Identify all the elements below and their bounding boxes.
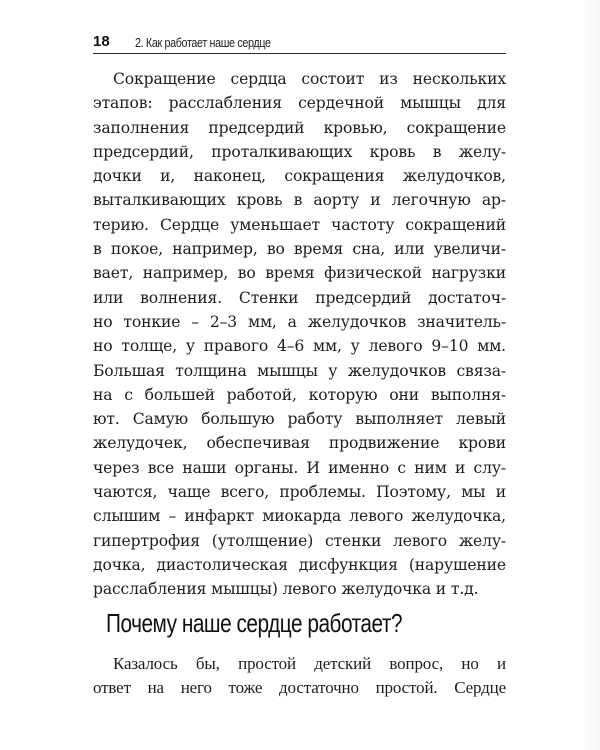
running-header [93, 33, 506, 54]
text-line: заполнения предсердий кровью, сокращение [93, 118, 506, 137]
body-paragraph-2 [93, 652, 506, 701]
text-line: расслабления мышцы) левого желудочка и т.д. [93, 580, 479, 599]
text-line: чаются, чаще всего, проблемы. Поэтому, мы и [93, 483, 506, 502]
text-line: желудочек, обеспечивая продвижение крови [93, 434, 506, 453]
text-line: предсердий, проталкивающих кровь в желу- [93, 142, 506, 161]
body-paragraph-1 [93, 67, 506, 602]
text-line: ответ на него тоже достаточно простой. Сердце [93, 678, 506, 698]
text-line: слышим – инфаркт миокарда левого желудочка, [93, 507, 506, 526]
running-title: 2. Как работает наше сердце [135, 36, 271, 50]
text-line: в покое, например, во время сна, или увеличи- [93, 240, 506, 259]
text-line: вает, например, во время физической нагрузки [93, 264, 506, 283]
section-heading: Почему наше сердце работает? [106, 608, 403, 638]
text-line: выталкивающих кровь в аорту и легочную ар- [93, 191, 506, 210]
text-line: через все наши органы. И именно с ним и слу- [93, 458, 506, 477]
text-line: этапов: расслабления сердечной мышцы для [93, 94, 506, 113]
text-line: на с большей работой, которую они выполня- [93, 385, 506, 404]
text-line: Большая толщина мышцы у желудочков связа- [93, 361, 506, 380]
page-number: 18 [93, 33, 110, 50]
page-edge-shading [580, 0, 600, 750]
text-line: Казалось бы, простой детский вопрос, но и [113, 654, 506, 673]
text-line: Сокращение сердца состоит из нескольких [113, 70, 506, 88]
text-line: дочки и, наконец, сокращения желудочков, [93, 167, 506, 186]
text-line: но толще, у правого 4–6 мм, у левого 9–10 мм. [93, 337, 506, 356]
text-line: ют. Самую большую работу выполняет левый [93, 410, 506, 429]
text-line: но тонкие – 2–3 мм, а желудочков значитель- [93, 312, 506, 331]
text-line: гипертрофия (утолщение) стенки левого желу- [93, 531, 506, 550]
text-line: или волнения. Стенки предсердий достаточ- [93, 288, 506, 307]
text-line: дочка, диастолическая дисфункция (нарушение [93, 555, 506, 574]
text-line: терию. Сердце уменьшает частоту сокращений [93, 215, 506, 234]
